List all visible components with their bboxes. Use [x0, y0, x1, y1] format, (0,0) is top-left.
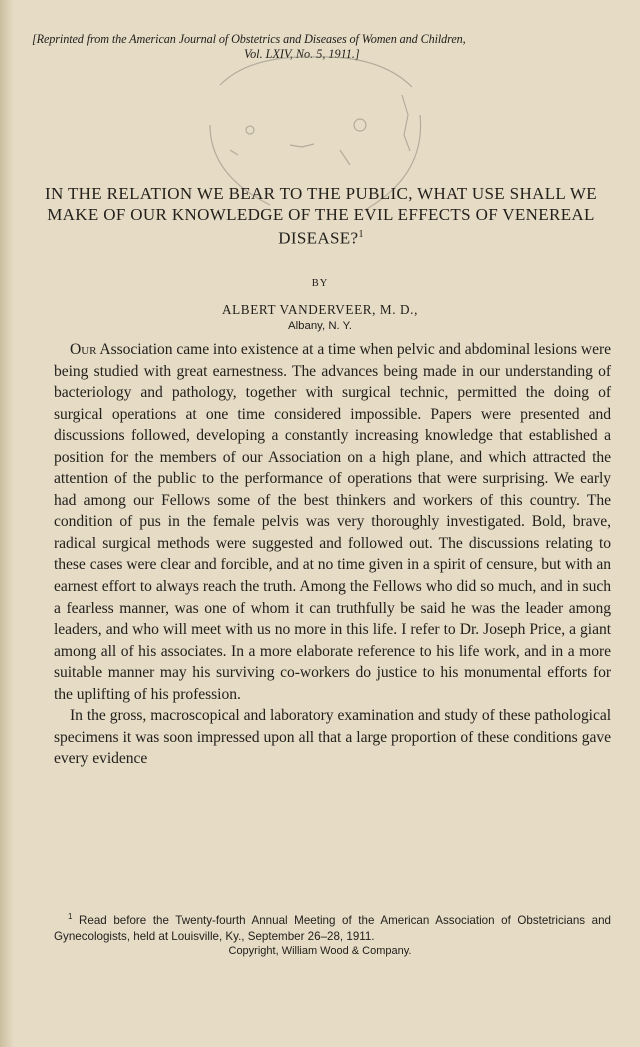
footnote-text: Read before the Twenty-fourth Annual Meeting of the American Association of Obstetricians and Gynecologists, held at Louisville, Ky., September 26–28, 1911. — [54, 913, 611, 944]
paragraph-text: Association came into existence at a time when pelvic and abdominal lesions were being studied with great earnestness. The advances being made in our understanding of bacteriology and pathology, together with surgical technic, permitted the doing of surgical operations at one time considered impossible. Papers were presented and discussions followed, developing a constantly increasing knowledge that established a position for the members of our Association on a high plane, and which attracted the attention of the public to the performance of operations that were surprising. We early had among our Fellows some of the best thinkers and workers of this country. The condition of pus in the female pelvis was very thoroughly investigated. Bold, brave, radical surgical methods were suggested and followed out. The discussions relating to these cases were clear and forcible, and at no time given in a spirit of censure, but with an earnest effort to always reach the truth. Among the Fellows who did so much, and in such a fearless manner, was one of whom it can truthfully be said he was the leader among leaders, and who will meet with us no more in this life. I refer to Dr. Joseph Price, a giant among all of his associates. In a more elaborate reference to his life work, and in a more suitable manner may his surviving co-workers do justice to his monumental efforts for the uplifting of his profession. — [54, 341, 611, 703]
stamp-mark — [230, 150, 238, 155]
stamp-mark — [290, 144, 314, 147]
article-body — [54, 339, 611, 770]
paragraph — [54, 339, 611, 705]
author-affiliation: Albany, N. Y. — [288, 320, 352, 332]
article-title-text: IN THE RELATION WE BEAR TO THE PUBLIC, WHAT USE SHALL WE MAKE OF OUR KNOWLEDGE OF THE EVIL EFFECTS OF VENEREAL DISEASE? — [45, 184, 597, 248]
footnote-mark: 1 — [68, 912, 73, 921]
byline-label: BY — [311, 278, 329, 289]
stamp-dot — [354, 119, 366, 131]
stamp-arc-top — [220, 57, 412, 87]
footnote-paragraph — [54, 909, 611, 946]
stamp-dot — [246, 126, 254, 134]
title-footnote-mark: 1 — [358, 229, 364, 240]
paragraph: In the gross, macroscopical and laboratory examination and study of these pathological specimens it was soon impressed upon all that a large proportion of these conditions gave every evidence — [54, 707, 611, 768]
stamp-mark — [340, 150, 350, 165]
stamp-mark-right — [402, 95, 410, 151]
footnote — [54, 909, 611, 946]
reprint-volume: Vol. LXIV, No. 5, 1911.] — [244, 47, 360, 61]
reprint-notice: [Reprinted from the American Journal of Obstetrics and Diseases of Women and Children, — [32, 32, 466, 46]
article-title — [36, 184, 606, 249]
copyright-notice: Copyright, William Wood & Company. — [228, 945, 412, 957]
page-edge-shadow — [0, 0, 14, 1047]
author-name: ALBERT VANDERVEER, M. D., — [222, 302, 418, 317]
paragraph-lead: Our — [70, 341, 97, 358]
